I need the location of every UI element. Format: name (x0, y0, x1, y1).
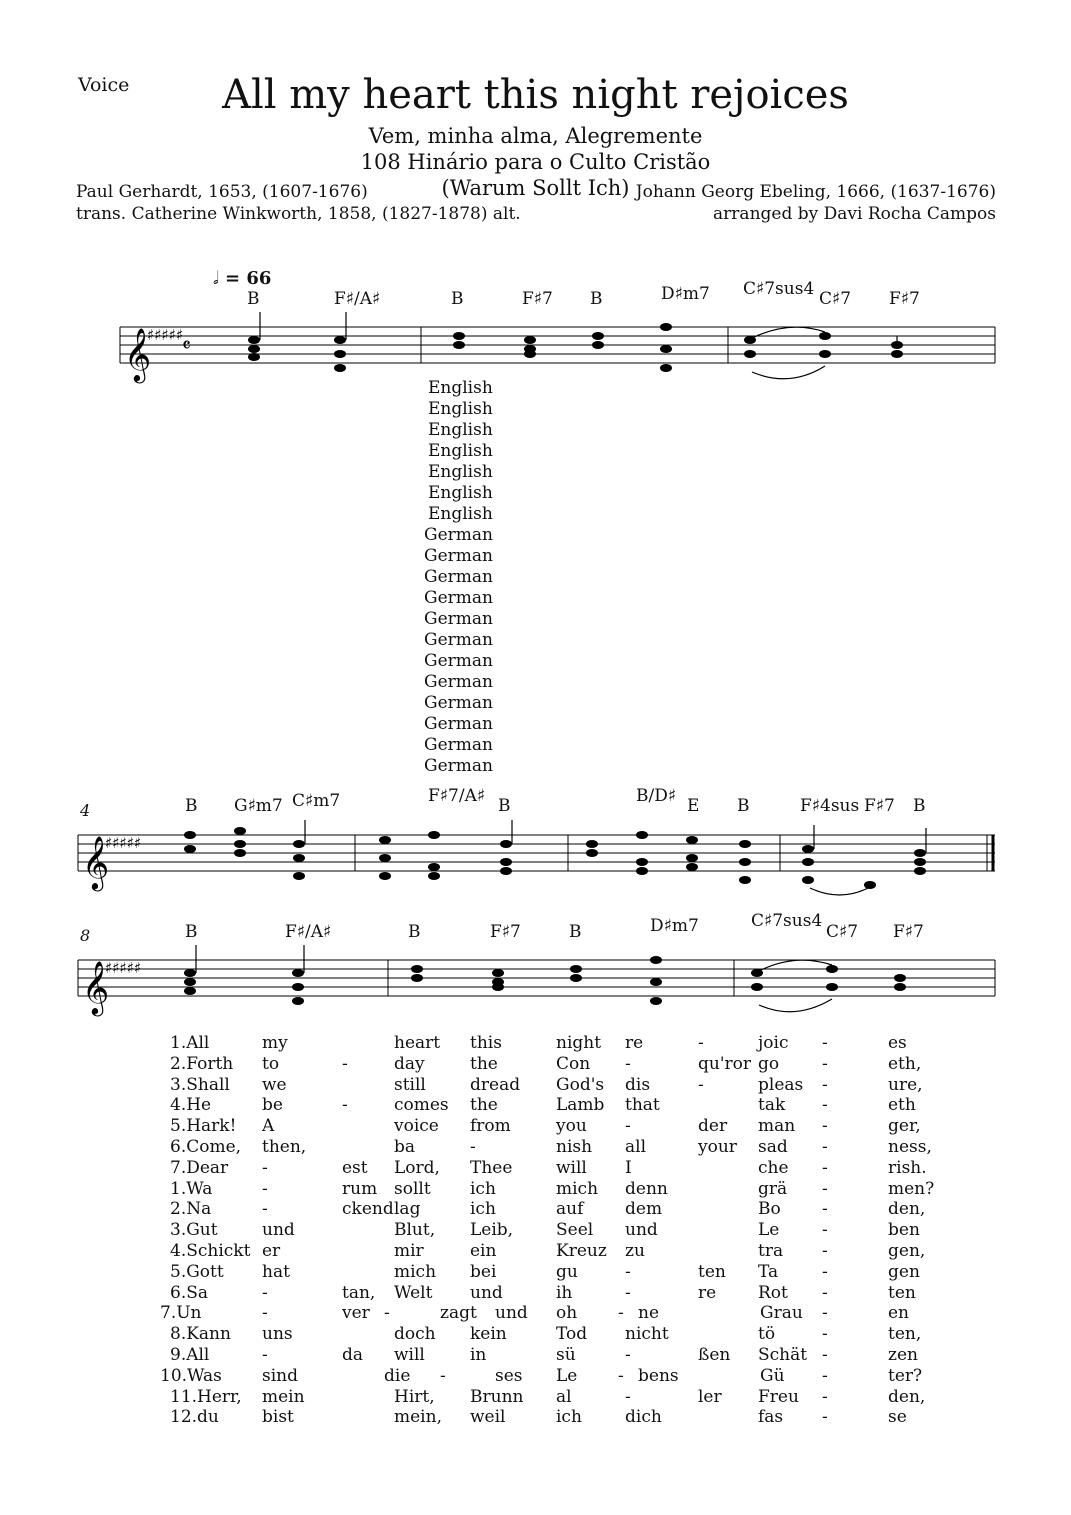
half-note-icon: 𝅗𝅥 (213, 268, 219, 289)
lyric-hyphen: - (822, 1137, 828, 1157)
language-label: German (424, 672, 493, 692)
lyric-syllable: mich (556, 1178, 599, 1199)
lyric-syllable: then, (262, 1137, 307, 1157)
staff-system-2 (0, 810, 1071, 900)
lyric-hyphen: - (625, 1053, 631, 1074)
lyric-syllable: 2.Na (170, 1199, 212, 1220)
lyric-syllable: my (262, 1033, 288, 1053)
lyric-syllable: tö (758, 1324, 776, 1345)
lyric-syllable: re (698, 1282, 717, 1303)
subtitle: Vem, minha alma, Alegremente (368, 124, 703, 148)
lyric-syllable: uns (262, 1324, 293, 1345)
lyric-syllable: auf (556, 1199, 584, 1220)
chord-symbol: B (590, 289, 603, 309)
lyric-syllable: to (262, 1053, 280, 1074)
lyric-syllable: ler (698, 1386, 722, 1407)
lyric-syllable: from (470, 1116, 511, 1137)
lyric-hyphen: - (822, 1241, 828, 1261)
lyric-syllable: weil (470, 1407, 506, 1428)
lyric-hyphen: - (618, 1303, 624, 1324)
lyric-hyphen: - (822, 1053, 828, 1074)
lyric-syllable: ein (470, 1241, 497, 1261)
lyric-syllable: zu (625, 1241, 645, 1261)
lyric-syllable: in (470, 1345, 487, 1365)
lyric-hyphen: - (262, 1199, 268, 1220)
lyric-syllable: 1.Wa (170, 1178, 213, 1199)
key-signature-icon: ♯♯♯♯♯ (105, 959, 142, 977)
lyric-syllable: ne (638, 1303, 660, 1324)
lyric-syllable: der (698, 1116, 728, 1137)
lyric-syllable: Gü (760, 1365, 785, 1386)
lyric-syllable: 4.Schickt (170, 1241, 251, 1261)
lyric-hyphen: - (822, 1365, 828, 1386)
lyric-syllable: kein (470, 1324, 507, 1345)
lyric-syllable: 2.Forth (170, 1053, 234, 1074)
lyric-syllable: qu'ror (698, 1053, 751, 1074)
lyric-syllable: 7.Dear (170, 1157, 229, 1178)
lyric-hyphen: - (822, 1095, 828, 1116)
treble-clef-icon: 𝄞 (82, 835, 110, 889)
lyric-syllable: Grau (760, 1303, 803, 1324)
lyric-syllable: dis (625, 1074, 651, 1095)
lyric-hyphen: - (822, 1303, 828, 1324)
lyric-syllable: ver (342, 1303, 370, 1324)
composer: Johann Georg Ebeling, 1666, (1637-1676) (635, 182, 996, 202)
lyric-syllable: zen (888, 1345, 918, 1365)
lyric-hyphen: - (262, 1345, 268, 1365)
chord-symbol: B (451, 289, 464, 309)
lyric-syllable: Ta (758, 1261, 779, 1282)
lyric-hyphen: - (822, 1386, 828, 1407)
lyric-syllable: this (470, 1033, 502, 1053)
language-label: German (424, 693, 493, 713)
lyric-syllable: 11.Herr, (170, 1386, 242, 1407)
chord-symbol: B (185, 922, 198, 942)
lyric-syllable: da (342, 1345, 364, 1365)
chord-symbol: F♯/A♯ (285, 922, 332, 942)
chord-symbol: D♯m7 (650, 916, 699, 936)
lyric-hyphen: - (822, 1220, 828, 1241)
lyric-syllable: voice (394, 1116, 439, 1137)
tempo-value: = 66 (225, 268, 272, 289)
lyric-syllable: nicht (625, 1324, 669, 1345)
lyric-syllable: ten (698, 1261, 726, 1282)
chord-symbol: C♯7sus4 (743, 279, 815, 299)
lyric-syllable: Leib, (470, 1220, 514, 1241)
lyric-syllable: you (556, 1116, 587, 1137)
lyric-syllable: bens (638, 1365, 679, 1386)
lyric-syllable: Blut, (394, 1220, 436, 1241)
lyric-syllable: 9.All (170, 1345, 210, 1365)
lyric-hyphen: - (822, 1074, 828, 1095)
lyric-hyphen: - (822, 1261, 828, 1282)
chord-symbol: F♯/A♯ (334, 289, 381, 309)
lyric-hyphen: - (625, 1345, 631, 1365)
chord-symbol: B (408, 922, 421, 942)
lyric-syllable: gen, (888, 1241, 926, 1261)
lyric-hyphen: - (618, 1365, 624, 1386)
measure-number: 8 (80, 926, 91, 945)
chord-symbol: C♯7 (819, 289, 852, 309)
lyric-hyphen: - (698, 1074, 704, 1095)
lyric-syllable: that (625, 1095, 660, 1116)
lyric-hyphen: - (625, 1282, 631, 1303)
lyric-syllable: dem (625, 1199, 663, 1220)
language-label: English (428, 378, 493, 398)
lyric-syllable: will (394, 1345, 425, 1365)
staff-system-1 (0, 300, 1071, 400)
language-label: German (424, 630, 493, 650)
chord-symbol: B (247, 289, 260, 309)
lyric-syllable: 5.Gott (170, 1261, 224, 1282)
lyric-syllable: heart (394, 1033, 441, 1053)
lyric-syllable: sad (758, 1137, 788, 1157)
lyric-hyphen: - (262, 1178, 268, 1199)
lyric-syllable: bei (470, 1261, 497, 1282)
arranger: arranged by Davi Rocha Campos (713, 204, 996, 224)
chord-symbol: F♯7 (522, 289, 553, 309)
language-label: German (424, 609, 493, 629)
measure-number: 4 (80, 801, 91, 820)
lyric-syllable: will (556, 1157, 587, 1178)
lyric-syllable: men? (888, 1178, 935, 1199)
language-label: English (428, 504, 493, 524)
lyric-syllable: die (384, 1365, 411, 1386)
lyric-hyphen: - (698, 1033, 704, 1053)
lyric-hyphen: - (822, 1157, 828, 1178)
lyric-syllable: 12.du (170, 1407, 219, 1428)
lyric-syllable: I (625, 1157, 632, 1178)
treble-clef-icon: 𝄞 (82, 960, 110, 1014)
lyric-syllable: Lamb (556, 1095, 605, 1116)
lyric-syllable: sind (262, 1365, 298, 1386)
lyric-hyphen: - (342, 1095, 348, 1116)
lyric-syllable: grä (758, 1178, 788, 1199)
lyric-syllable: we (262, 1074, 287, 1095)
lyric-syllable: eth, (888, 1053, 922, 1074)
language-label: English (428, 399, 493, 419)
treble-clef-icon: 𝄞 (124, 327, 152, 381)
language-label: German (424, 546, 493, 566)
chord-symbol: F♯4sus (800, 796, 860, 816)
lyric-syllable: rish. (888, 1157, 927, 1178)
lyric-syllable: mein (262, 1386, 305, 1407)
lyric-syllable: ses (495, 1365, 523, 1386)
lyric-syllable: se (888, 1407, 907, 1428)
lyric-syllable: es (888, 1033, 907, 1053)
language-label: German (424, 525, 493, 545)
lyric-hyphen: - (822, 1178, 828, 1199)
lyric-syllable: est (342, 1157, 368, 1178)
lyric-syllable: dread (470, 1074, 521, 1095)
lyric-hyphen: - (262, 1303, 268, 1324)
lyric-syllable: Welt (394, 1282, 433, 1303)
lyric-syllable: day (394, 1053, 425, 1074)
chord-symbol: F♯7 (893, 922, 924, 942)
lyric-syllable: ckend (342, 1199, 394, 1220)
lyric-syllable: ten (888, 1282, 916, 1303)
lyric-syllable: Hirt, (394, 1386, 435, 1407)
lyric-hyphen: - (822, 1199, 828, 1220)
lyric-hyphen: - (625, 1261, 631, 1282)
lyric-syllable: be (262, 1095, 283, 1116)
lyric-hyphen: - (470, 1137, 476, 1157)
lyric-syllable: man (758, 1116, 796, 1137)
chord-symbol: B (569, 922, 582, 942)
chord-symbol: B (185, 796, 198, 816)
lyric-syllable: fas (758, 1407, 784, 1428)
time-signature-icon: 𝄴 (182, 333, 191, 357)
lyric-syllable: God's (556, 1074, 605, 1095)
lyric-syllable: oh (556, 1303, 578, 1324)
translator: trans. Catherine Winkworth, 1858, (1827-1878) alt. (76, 204, 521, 224)
language-label: English (428, 462, 493, 482)
key-signature-icon: ♯♯♯♯♯ (147, 326, 184, 344)
lyric-syllable: Seel (556, 1220, 594, 1241)
part-name: Voice (78, 74, 130, 96)
lyric-syllable: mein, (394, 1407, 442, 1428)
lyric-syllable: comes (394, 1095, 449, 1116)
lyric-syllable: ßen (698, 1345, 731, 1365)
lyric-syllable: lag (394, 1199, 421, 1220)
lyric-syllable: ben (888, 1220, 920, 1241)
chord-symbol: C♯7sus4 (751, 911, 823, 931)
chord-symbol: E (687, 796, 700, 816)
lyric-syllable: joic (758, 1033, 789, 1053)
language-label: German (424, 756, 493, 776)
lyric-hyphen: - (822, 1116, 828, 1137)
lyric-syllable: zagt (440, 1303, 477, 1324)
chord-symbol: F♯7 (490, 922, 521, 942)
lyric-syllable: und (262, 1220, 295, 1241)
lyric-syllable: hat (262, 1261, 290, 1282)
lyric-syllable: go (758, 1053, 780, 1074)
chord-symbol: B (913, 796, 926, 816)
lyric-syllable: ter? (888, 1365, 923, 1386)
lyric-syllable: 10.Was (160, 1365, 222, 1386)
lyric-syllable: al (556, 1386, 572, 1407)
language-label: German (424, 714, 493, 734)
language-label: English (428, 420, 493, 440)
lyric-hyphen: - (822, 1345, 828, 1365)
lyric-syllable: en (888, 1303, 910, 1324)
lyric-syllable: all (625, 1137, 647, 1157)
lyric-syllable: doch (394, 1324, 436, 1345)
lyric-syllable: Tod (556, 1324, 588, 1345)
chord-symbol: F♯7/A♯ (428, 786, 486, 806)
lyric-syllable: gu (556, 1261, 578, 1282)
lyric-syllable: ba (394, 1137, 416, 1157)
chord-symbol: D♯m7 (661, 284, 710, 304)
page-title: All my heart this night rejoices (222, 72, 849, 118)
lyric-syllable: ten, (888, 1324, 922, 1345)
lyric-syllable: 5.Hark! (170, 1116, 237, 1137)
lyric-syllable: rum (342, 1178, 378, 1199)
lyric-syllable: ich (470, 1178, 496, 1199)
lyric-syllable: Schät (758, 1345, 808, 1365)
lyric-syllable: the (470, 1095, 498, 1116)
lyric-syllable: dich (625, 1407, 662, 1428)
lyric-syllable: Rot (758, 1282, 788, 1303)
lyric-syllable: Bo (758, 1199, 781, 1220)
staff-system-3 (0, 935, 1071, 1025)
language-label: German (424, 567, 493, 587)
language-label: German (424, 651, 493, 671)
lyric-hyphen: - (384, 1303, 390, 1324)
lyric-syllable: Freu (758, 1386, 799, 1407)
lyric-hyphen: - (262, 1157, 268, 1178)
poet: Paul Gerhardt, 1653, (1607-1676) (76, 182, 368, 202)
lyric-syllable: nish (556, 1137, 593, 1157)
lyric-syllable: den, (888, 1386, 926, 1407)
lyric-syllable: er (262, 1241, 281, 1261)
lyric-hyphen: - (440, 1365, 446, 1386)
lyric-hyphen: - (262, 1282, 268, 1303)
lyric-syllable: sü (556, 1345, 576, 1365)
lyric-syllable: night (556, 1033, 602, 1053)
lyric-syllable: Kreuz (556, 1241, 607, 1261)
lyric-hyphen: - (822, 1282, 828, 1303)
lyric-syllable: 3.Gut (170, 1220, 218, 1241)
lyric-syllable: 1.All (170, 1033, 210, 1053)
lyric-syllable: sollt (394, 1178, 431, 1199)
lyric-syllable: ure, (888, 1074, 923, 1095)
lyric-syllable: mich (394, 1261, 437, 1282)
lyric-syllable: ih (556, 1282, 573, 1303)
lyric-syllable: still (394, 1074, 426, 1095)
lyric-syllable: Le (758, 1220, 780, 1241)
lyric-syllable: re (625, 1033, 644, 1053)
tempo-marking (213, 268, 271, 289)
lyric-hyphen: - (822, 1407, 828, 1428)
chord-symbol: C♯m7 (292, 791, 341, 811)
lyric-hyphen: - (342, 1053, 348, 1074)
chord-symbol: B (737, 796, 750, 816)
chord-symbol: C♯7 (826, 922, 859, 942)
lyric-syllable: Le (556, 1365, 578, 1386)
chord-symbol: F♯7 (889, 289, 920, 309)
lyric-syllable: ich (556, 1407, 582, 1428)
lyric-hyphen: - (625, 1386, 631, 1407)
lyric-syllable: tak (758, 1095, 786, 1116)
lyric-syllable: bist (262, 1407, 294, 1428)
lyric-syllable: 6.Come, (170, 1137, 242, 1157)
lyric-hyphen: - (625, 1116, 631, 1137)
chord-symbol: G♯m7 (234, 796, 283, 816)
lyric-syllable: Con (556, 1053, 591, 1074)
lyric-syllable: den, (888, 1199, 926, 1220)
lyric-syllable: che (758, 1157, 789, 1178)
lyric-hyphen: - (822, 1324, 828, 1345)
lyric-syllable: tan, (342, 1282, 376, 1303)
chord-symbol: F♯7 (864, 796, 895, 816)
lyric-syllable: denn (625, 1178, 668, 1199)
lyric-syllable: 4.He (170, 1095, 212, 1116)
language-label: German (424, 735, 493, 755)
lyric-syllable: A (262, 1116, 275, 1137)
lyric-syllable: ger, (888, 1116, 921, 1137)
lyric-syllable: 3.Shall (170, 1074, 230, 1095)
language-label: English (428, 441, 493, 461)
lyric-syllable: Thee (470, 1157, 513, 1178)
lyric-syllable: 7.Un (160, 1303, 202, 1324)
opus: (Warum Sollt Ich) (441, 176, 630, 200)
lyric-syllable: und (625, 1220, 658, 1241)
lyric-syllable: 8.Kann (170, 1324, 231, 1345)
lyric-syllable: your (698, 1137, 737, 1157)
subsubtitle: 108 Hinário para o Culto Cristão (360, 150, 711, 174)
lyric-syllable: 6.Sa (170, 1282, 209, 1303)
lyric-syllable: ness, (888, 1137, 932, 1157)
lyric-syllable: und (495, 1303, 528, 1324)
lyric-syllable: gen (888, 1261, 920, 1282)
lyric-syllable: pleas (758, 1074, 804, 1095)
lyric-syllable: Lord, (394, 1157, 440, 1178)
key-signature-icon: ♯♯♯♯♯ (105, 834, 142, 852)
language-label: German (424, 588, 493, 608)
lyric-hyphen: - (822, 1033, 828, 1053)
language-label: English (428, 483, 493, 503)
lyric-syllable: mir (394, 1241, 424, 1261)
lyric-syllable: Brunn (470, 1386, 524, 1407)
lyric-syllable: the (470, 1053, 498, 1074)
chord-symbol: B/D♯ (636, 786, 677, 806)
chord-symbol: B (498, 796, 511, 816)
lyric-syllable: eth (888, 1095, 916, 1116)
lyric-syllable: ich (470, 1199, 496, 1220)
lyric-syllable: tra (758, 1241, 784, 1261)
lyric-syllable: und (470, 1282, 503, 1303)
